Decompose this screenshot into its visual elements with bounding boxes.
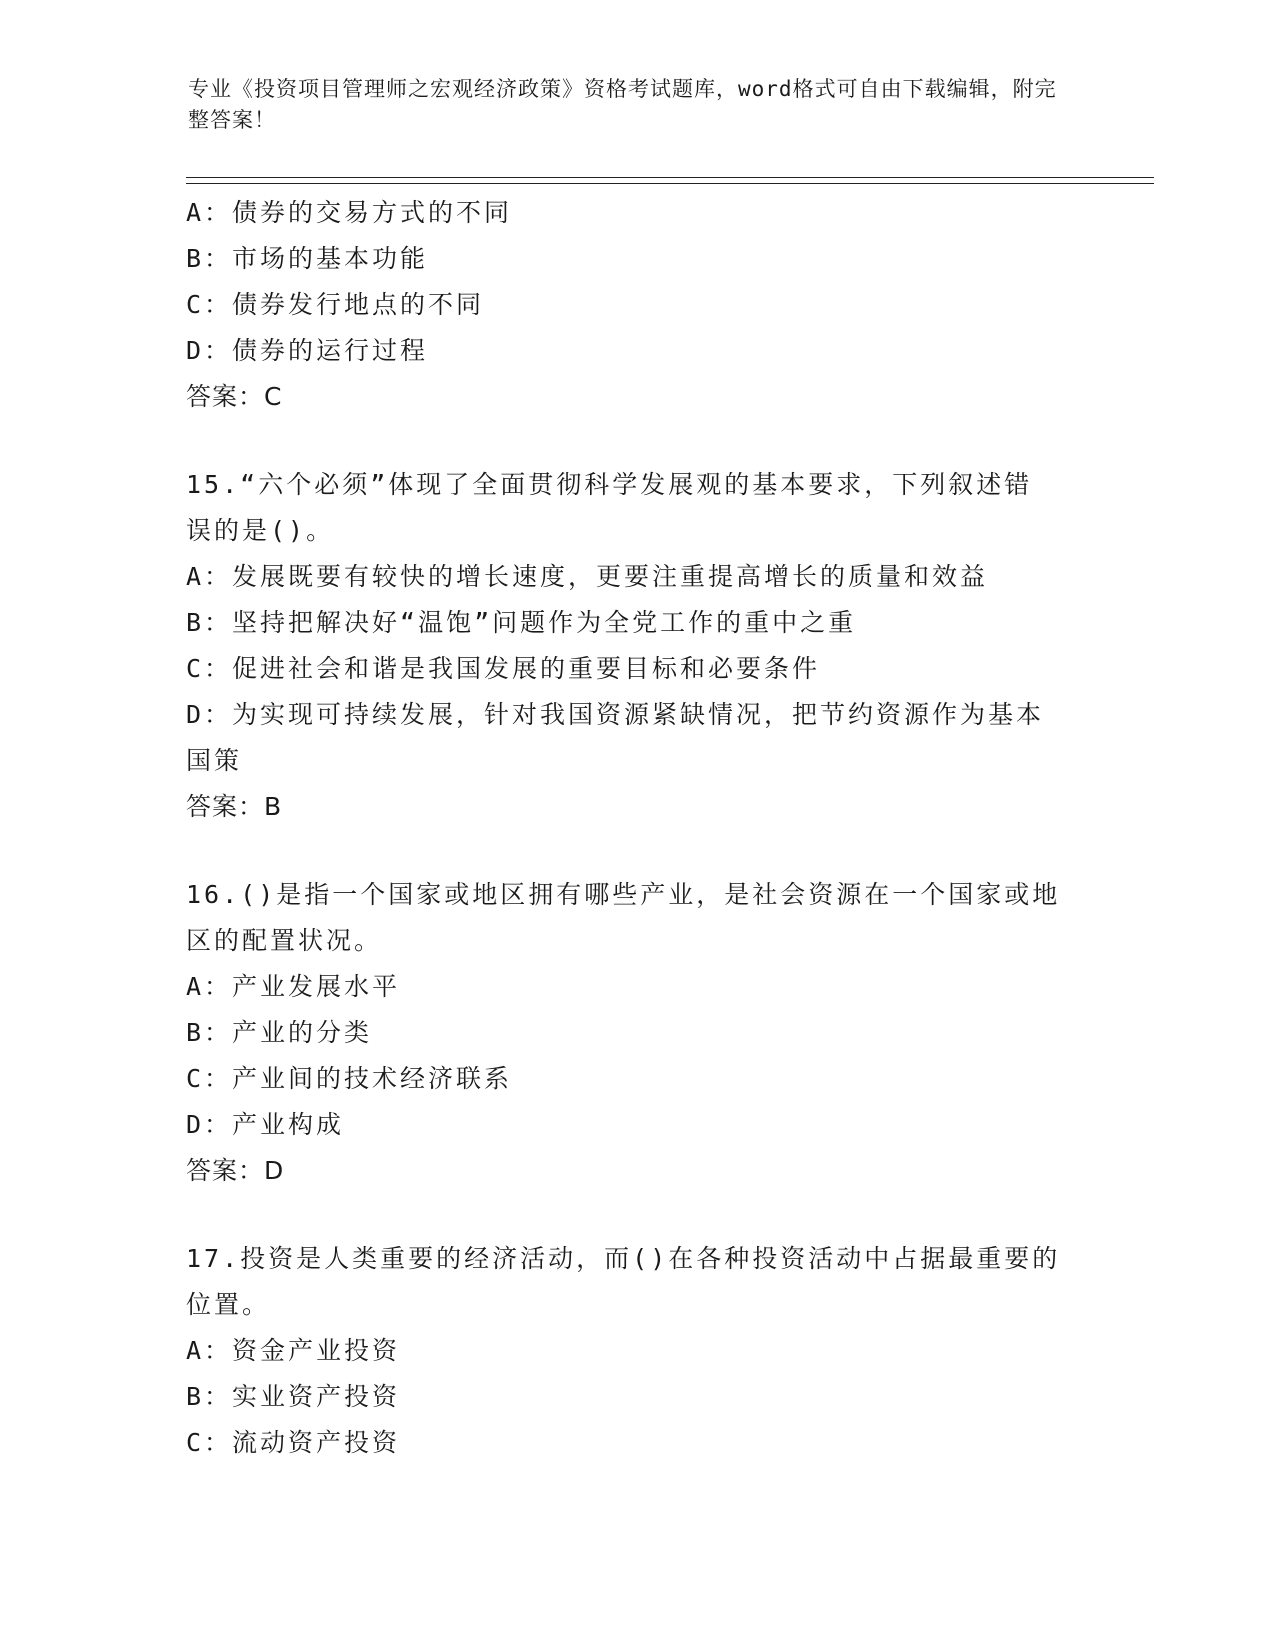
option-d-continued: 国策	[186, 746, 243, 775]
answer-line: 答案：C	[186, 382, 283, 411]
option-d: D：产业构成	[186, 1110, 345, 1139]
question-16	[186, 872, 1086, 1194]
option-a: A：资金产业投资	[186, 1336, 401, 1365]
option-c: C：促进社会和谐是我国发展的重要目标和必要条件	[186, 654, 821, 683]
option-b: B：实业资产投资	[186, 1382, 401, 1411]
option-d: D：为实现可持续发展，针对我国资源紧缺情况，把节约资源作为基本	[186, 700, 1045, 729]
question-stem: 17.投资是人类重要的经济活动，而()在各种投资活动中占据最重要的	[186, 1244, 1061, 1273]
header-divider-bottom	[186, 183, 1154, 184]
question-17	[186, 1236, 1086, 1466]
option-c: C：产业间的技术经济联系	[186, 1064, 513, 1093]
answer-line: 答案：B	[186, 792, 283, 821]
header-divider-top	[186, 177, 1154, 178]
option-a: A：发展既要有较快的增长速度，更要注重提高增长的质量和效益	[186, 562, 989, 591]
option-a: A：产业发展水平	[186, 972, 401, 1001]
option-b: B：产业的分类	[186, 1018, 373, 1047]
option-d: D：债券的运行过程	[186, 336, 429, 365]
option-c: C：债券发行地点的不同	[186, 290, 485, 319]
question-stem: 15.“六个必须”体现了全面贯彻科学发展观的基本要求，下列叙述错	[186, 470, 1033, 499]
question-stem: 16.()是指一个国家或地区拥有哪些产业，是社会资源在一个国家或地	[186, 880, 1061, 909]
question-15	[186, 462, 1086, 830]
document-header: 专业《投资项目管理师之宏观经济政策》资格考试题库，word格式可自由下载编辑，附完整答案！	[188, 77, 1057, 132]
answer-line: 答案：D	[186, 1156, 285, 1185]
spacer	[186, 420, 1086, 462]
option-a: A：债券的交易方式的不同	[186, 198, 513, 227]
question-14	[186, 190, 1086, 420]
question-list	[186, 190, 1086, 1466]
spacer	[186, 830, 1086, 872]
option-b: B：坚持把解决好“温饱”问题作为全党工作的重中之重	[186, 608, 857, 637]
spacer	[186, 1194, 1086, 1236]
question-stem-continued: 区的配置状况。	[186, 926, 383, 955]
question-stem-continued: 误的是()。	[186, 516, 335, 545]
question-stem-continued: 位置。	[186, 1290, 271, 1319]
option-b: B：市场的基本功能	[186, 244, 429, 273]
option-c: C：流动资产投资	[186, 1428, 401, 1457]
